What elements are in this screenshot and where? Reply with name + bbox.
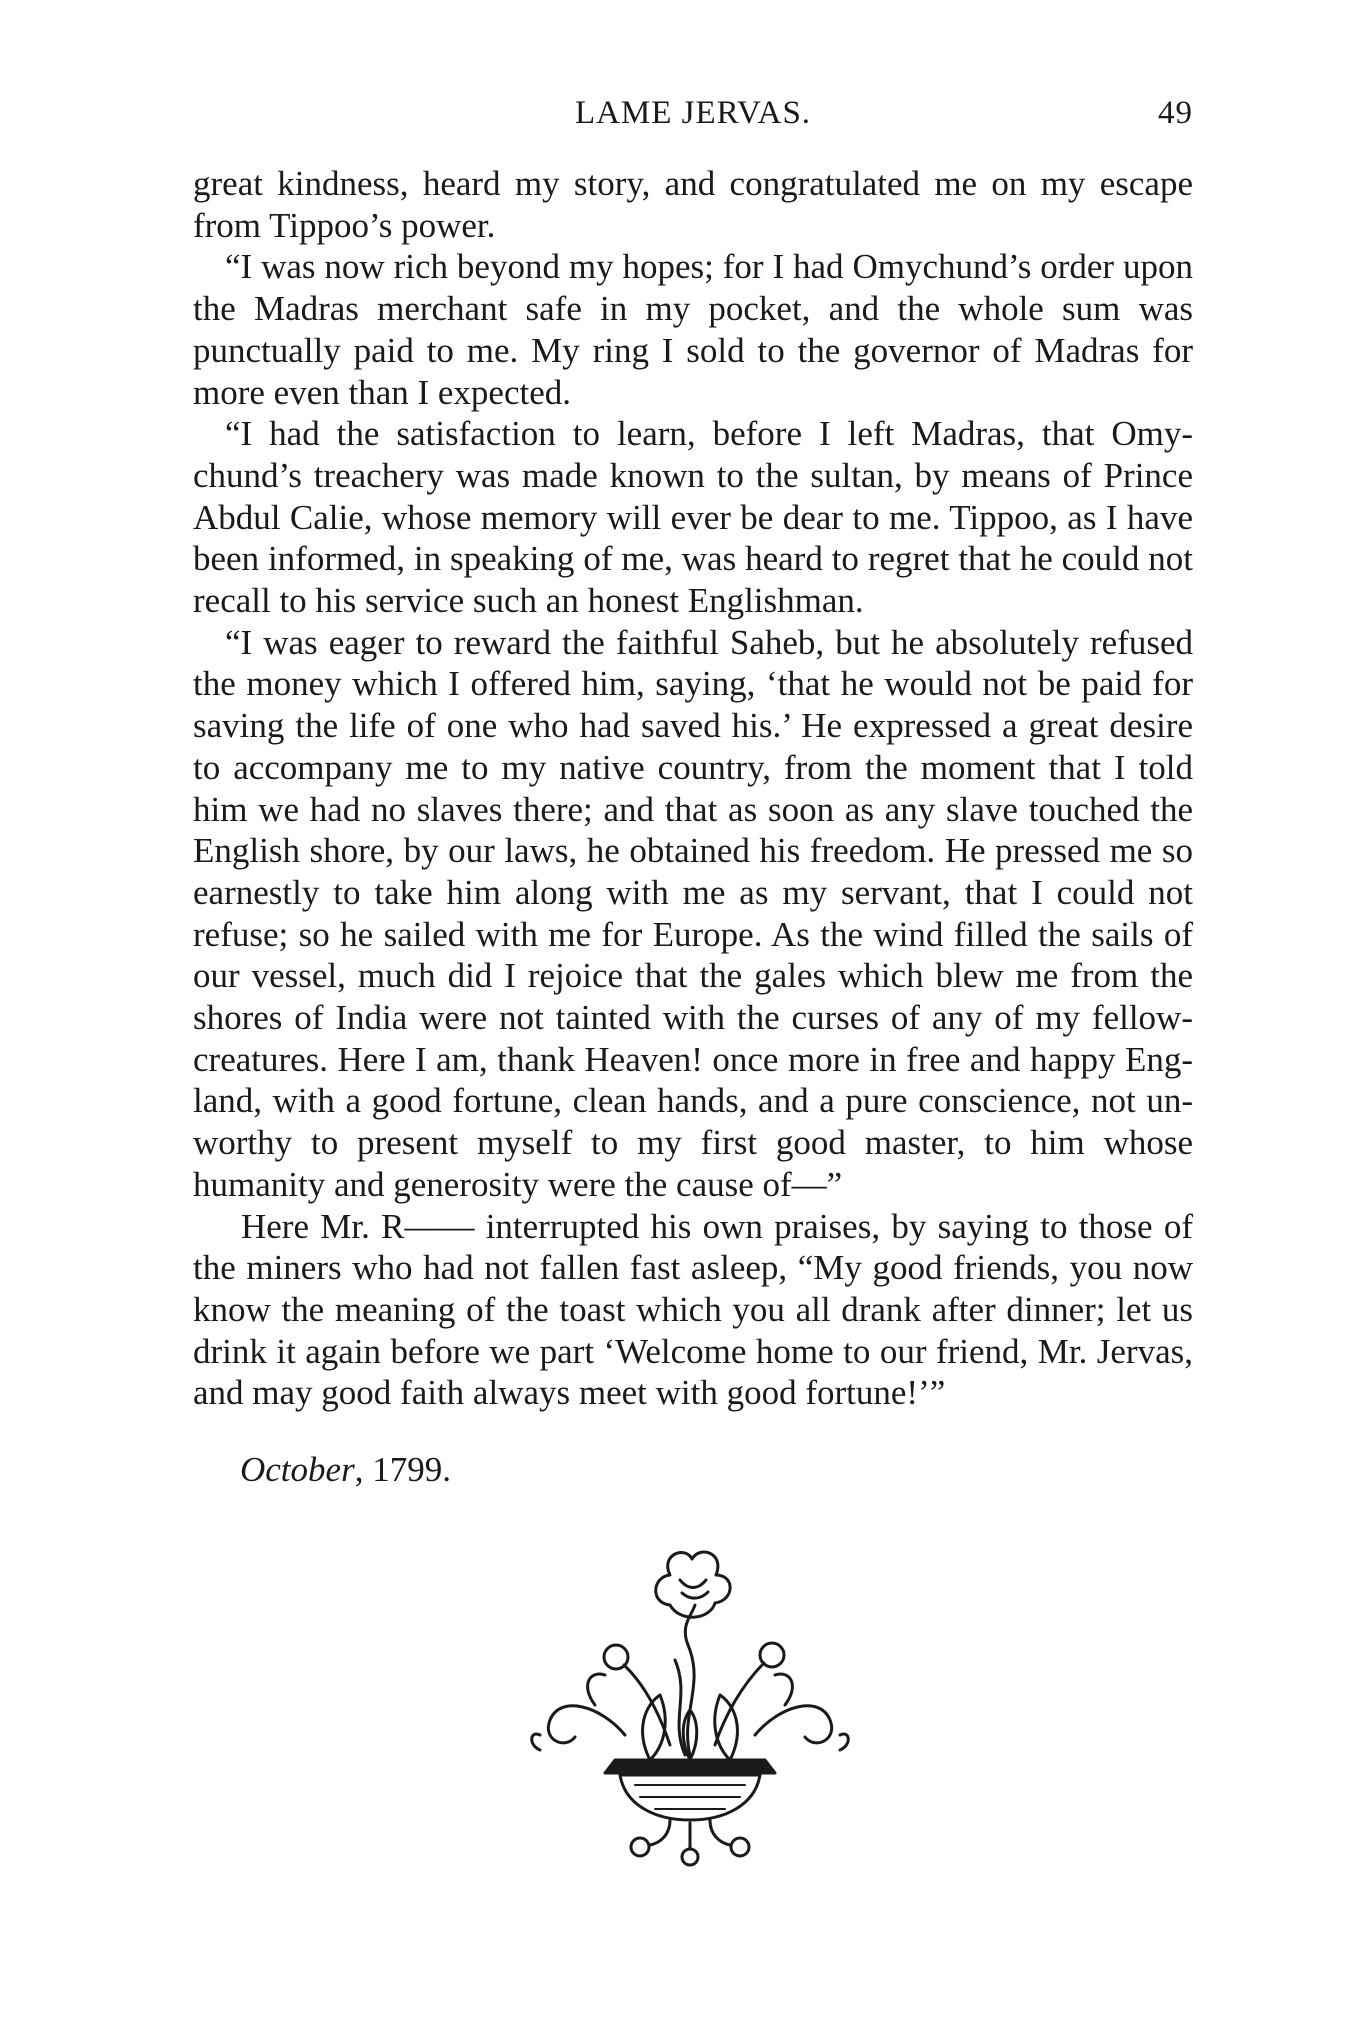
paragraph: Here Mr. R—— interrupted his own praises, by saying to those of the miners who had not fallen fast asleep, “My good friends, you now know the meaning of the toast which you all drank after dinner; let us drink it again before we part ‘Welcome home to our friend, Mr. Jervas, and may good faith always meet with good fortune!’” xyxy=(193,1206,1193,1413)
page-number: 49 xyxy=(1158,95,1193,131)
running-title: LAME JERVAS. xyxy=(574,95,812,131)
running-head xyxy=(193,95,1193,145)
body-text xyxy=(193,163,1193,1414)
dateline xyxy=(240,1450,451,1490)
floral-vase-ornament-icon xyxy=(520,1545,860,1875)
paragraph: “I had the satisfaction to learn, before I left Madras, that Omychund’s treachery was made known to the sultan, by means of Prince Abdul Calie, whose memory will ever be dear to me. Tippoo, as I have been informed, in speaking of me, was heard to regret that he could not recall to his service such an honest Englishman. xyxy=(193,414,1193,621)
dateline-month: October xyxy=(240,1450,355,1489)
paragraph: “I was eager to reward the faithful Saheb, but he absolutely refused the money which I offered him, saying, ‘that he would not be paid for saving the life of one who had saved his.’ He expressed a great desire to accompany me to my native country, from the moment that I told him we had no slaves there; and that as soon as any slave touched the English shore, by our laws, he obtained his freedom. He pressed me so earnestly to take him along with me as my servant, that I could not refuse; so he sailed with me for Europe. As the wind filled the sails of our vessel, much did I rejoice that the gales which blew me from the shores of India were not tainted with the curses of any of my fellow-creatures. Here I am, thank Heaven! once more in free and happy England, with a good fortune, clean hands, and a pure conscience, not unworthy to present myself to my first good master, to him whose humanity and generosity were the cause of—” xyxy=(193,622,1193,1204)
paragraph: great kindness, heard my story, and congratulated me on my escape from Tippoo’s power. xyxy=(193,164,1193,245)
dateline-year: , 1799. xyxy=(354,1450,451,1489)
paragraph: “I was now rich beyond my hopes; for I had Omychund’s order upon the Madras merchant safe in my pocket, and the whole sum was punctually paid to me. My ring I sold to the governor of Madras for more even than I expected. xyxy=(193,247,1193,412)
